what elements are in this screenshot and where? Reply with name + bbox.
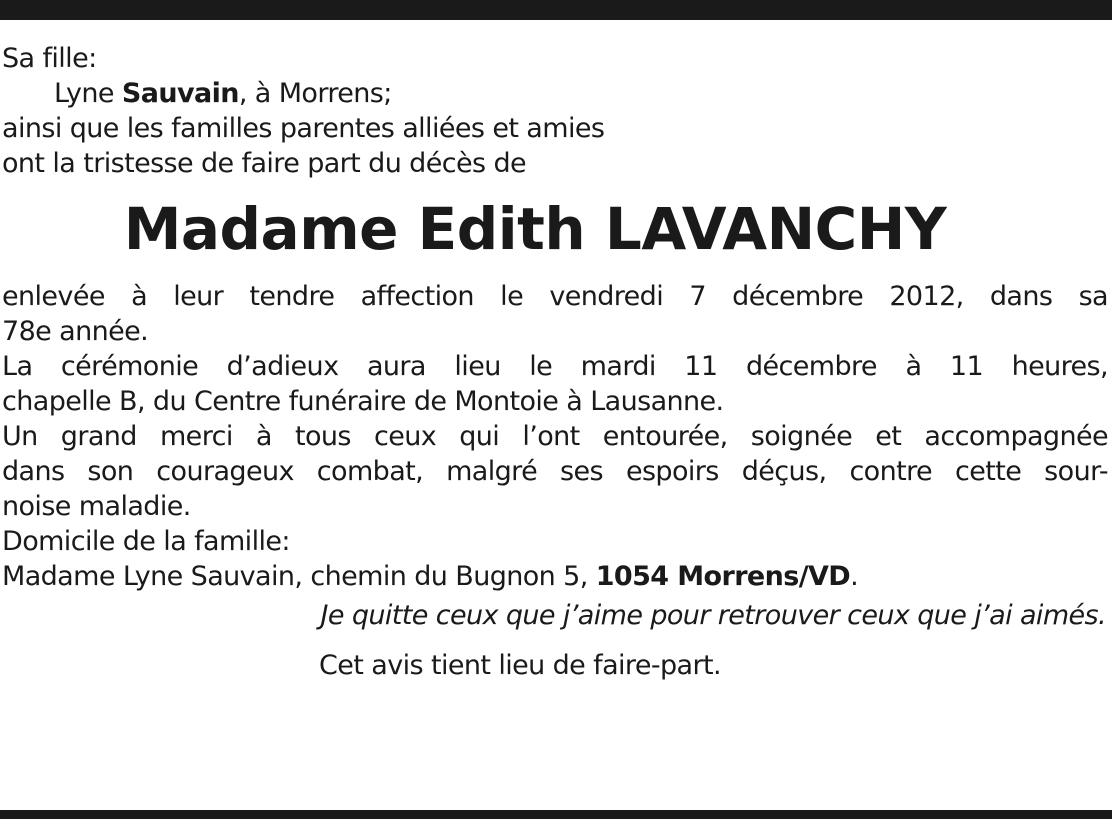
bottom-rule bbox=[0, 810, 1112, 819]
address-end: . bbox=[850, 561, 859, 592]
daughter-place: , à Morrens; bbox=[238, 78, 392, 109]
thanks-line-1: Un grand merci à tous ceux qui l’ont entourée, soignée et accompagnée bbox=[2, 421, 1108, 452]
deceased-name: Madame Edith LAVANCHY bbox=[123, 195, 947, 263]
thanks-line-3: noise maladie. bbox=[2, 491, 191, 522]
address-plain: Madame Lyne Sauvain, chemin du Bugnon 5, bbox=[2, 561, 596, 592]
domicile-label: Domicile de la famille: bbox=[2, 526, 290, 557]
notice: Cet avis tient lieu de faire-part. bbox=[319, 650, 721, 681]
death-line-2: 78e année. bbox=[2, 316, 149, 347]
thanks-line-2: dans son courageux combat, malgré ses espoirs déçus, contre cette sour- bbox=[2, 456, 1108, 487]
address-line bbox=[2, 559, 1108, 594]
obituary-text bbox=[2, 41, 1108, 683]
daughter-first-name: Lyne bbox=[54, 78, 122, 109]
daughter-label: Sa fille: bbox=[2, 43, 97, 74]
daughter-line bbox=[2, 76, 1108, 111]
address-bold: 1054 Morrens/VD bbox=[595, 561, 851, 592]
announce-line: ont la tristesse de faire part du décès de bbox=[2, 148, 526, 179]
motto: Je quitte ceux que j’aime pour retrouver ceux que j’ai aimés. bbox=[320, 600, 1106, 631]
top-rule bbox=[0, 0, 1112, 20]
death-line-1: enlevée à leur tendre affection le vendredi 7 décembre 2012, dans sa bbox=[2, 281, 1108, 312]
ceremony-line-1: La cérémonie d’adieux aura lieu le mardi 11 décembre à 11 heures, bbox=[2, 351, 1108, 382]
families-line: ainsi que les familles parentes alliées et amies bbox=[2, 113, 605, 144]
ceremony-line-2: chapelle B, du Centre funéraire de Montoie à Lausanne. bbox=[2, 386, 724, 417]
daughter-last-name: Sauvain bbox=[121, 78, 239, 109]
